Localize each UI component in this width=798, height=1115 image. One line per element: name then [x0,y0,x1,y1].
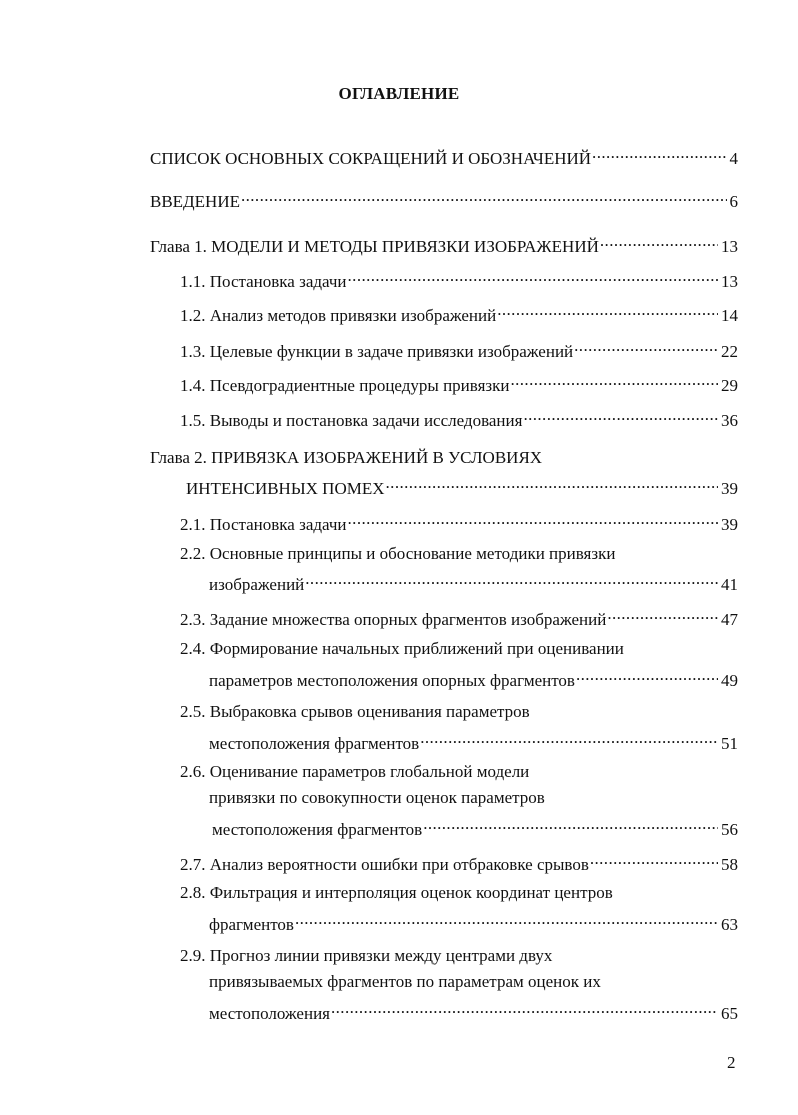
dot-leader [386,472,718,494]
toc-chapter-1[interactable] [150,230,738,258]
toc-section-1-3[interactable] [180,335,738,363]
toc-entry-title: фрагментов [209,915,294,934]
toc-section-2-9[interactable] [209,997,738,1025]
toc-entry-title: 1.3. Целевые функции в задаче привязки изображений [180,342,574,361]
toc-page-number: 6 [729,192,738,211]
toc-section-2-4-line1[interactable]: 2.4. Формирование начальных приближений при оценивании [180,639,624,658]
toc-page-number: 22 [721,342,738,361]
toc-entry-title: 2.3. Задание множества опорных фрагментов изображений [180,610,607,629]
toc-entry-title: 1.4. Псевдоградиентные процедуры привязки [180,376,510,395]
toc-section-2-8[interactable] [209,908,738,936]
toc-page-number: 51 [721,734,738,753]
page-number: 2 [727,1053,736,1072]
toc-section-2-7[interactable] [180,848,738,876]
dot-leader [592,142,726,164]
toc-section-2-1[interactable] [180,508,738,536]
toc-page-number: 13 [721,272,738,291]
toc-section-2-6[interactable] [212,813,738,841]
toc-section-2-2-line1[interactable]: 2.2. Основные принципы и обоснование методики привязки [180,544,616,563]
toc-entry-title: 1.1. Постановка задачи [180,272,347,291]
toc-entry-title: 2.1. Постановка задачи [180,515,347,534]
toc-section-2-9-line2[interactable]: привязываемых фрагментов по параметрам оценок их [209,972,601,991]
toc-page-number: 63 [721,915,738,934]
dot-leader [497,299,718,321]
toc-chapter-2[interactable] [186,472,738,500]
toc-section-2-6-line2[interactable]: привязки по совокупности оценок параметров [209,788,545,807]
dot-leader [607,603,718,625]
toc-entry-title: СПИСОК ОСНОВНЫХ СОКРАЩЕНИЙ И ОБОЗНАЧЕНИЙ [150,149,592,168]
toc-section-1-1[interactable] [180,265,738,293]
dot-leader [590,848,718,870]
dot-leader [348,508,718,530]
dot-leader [241,185,727,207]
dot-leader [600,230,718,252]
toc-chapter-2-title-line1[interactable]: Глава 2. ПРИВЯЗКА ИЗОБРАЖЕНИЙ В УСЛОВИЯХ [150,448,543,467]
toc-page-number: 14 [721,306,738,325]
dot-leader [331,997,718,1019]
toc-page-number: 36 [721,411,738,430]
toc-section-2-8-line1[interactable]: 2.8. Фильтрация и интерполяция оценок координат центров [180,883,613,902]
toc-section-2-4[interactable] [209,664,738,692]
toc-section-1-2[interactable] [180,299,738,327]
dot-leader [523,404,718,426]
toc-page-number: 4 [729,149,738,168]
toc-entry-title: 1.2. Анализ методов привязки изображений [180,306,497,325]
toc-page-number: 41 [721,575,738,594]
toc-section-2-9-line1[interactable]: 2.9. Прогноз линии привязки между центрами двух [180,946,553,965]
toc-section-2-3[interactable] [180,603,738,631]
toc-section-2-5-line1[interactable]: 2.5. Выбраковка срывов оценивания параметров [180,702,530,721]
toc-page-number: 39 [721,515,738,534]
toc-entry-title: местоположения фрагментов [209,734,420,753]
toc-entry-title: 2.7. Анализ вероятности ошибки при отбраковке срывов [180,855,589,874]
toc-page-number: 56 [721,820,738,839]
toc-page-number: 13 [721,237,738,256]
dot-leader [510,369,718,391]
toc-entry-abbreviations[interactable] [150,142,738,170]
toc-entry-title: параметров местоположения опорных фрагментов [209,671,575,690]
toc-page-number: 49 [721,671,738,690]
toc-entry-title: местоположения [209,1004,330,1023]
dot-leader [574,335,718,357]
toc-entry-title: изображений [209,575,305,594]
toc-section-2-2[interactable] [209,568,738,596]
dot-leader [576,664,718,686]
toc-entry-title: местоположения фрагментов [212,820,423,839]
toc-entry-title: ВВЕДЕНИЕ [150,192,240,211]
toc-section-2-5[interactable] [209,727,738,755]
page-title: ОГЛАВЛЕНИЕ [338,84,460,103]
toc-entry-title: 1.5. Выводы и постановка задачи исследования [180,411,523,430]
toc-entry-introduction[interactable] [150,185,738,213]
toc-section-2-6-line1[interactable]: 2.6. Оценивание параметров глобальной модели [180,762,530,781]
dot-leader [295,908,718,930]
toc-section-1-5[interactable] [180,404,738,432]
toc-page-number: 47 [721,610,738,629]
toc-page-number: 29 [721,376,738,395]
dot-leader [420,727,718,749]
dot-leader [348,265,718,287]
toc-entry-title: Глава 1. МОДЕЛИ И МЕТОДЫ ПРИВЯЗКИ ИЗОБРАЖЕНИЙ [150,237,599,256]
toc-page-number: 39 [721,479,738,498]
toc-section-1-4[interactable] [180,369,738,397]
toc-page-number: 65 [721,1004,738,1023]
toc-page-number: 58 [721,855,738,874]
dot-leader [423,813,718,835]
dot-leader [305,568,718,590]
toc-entry-title: ИНТЕНСИВНЫХ ПОМЕХ [186,479,385,498]
